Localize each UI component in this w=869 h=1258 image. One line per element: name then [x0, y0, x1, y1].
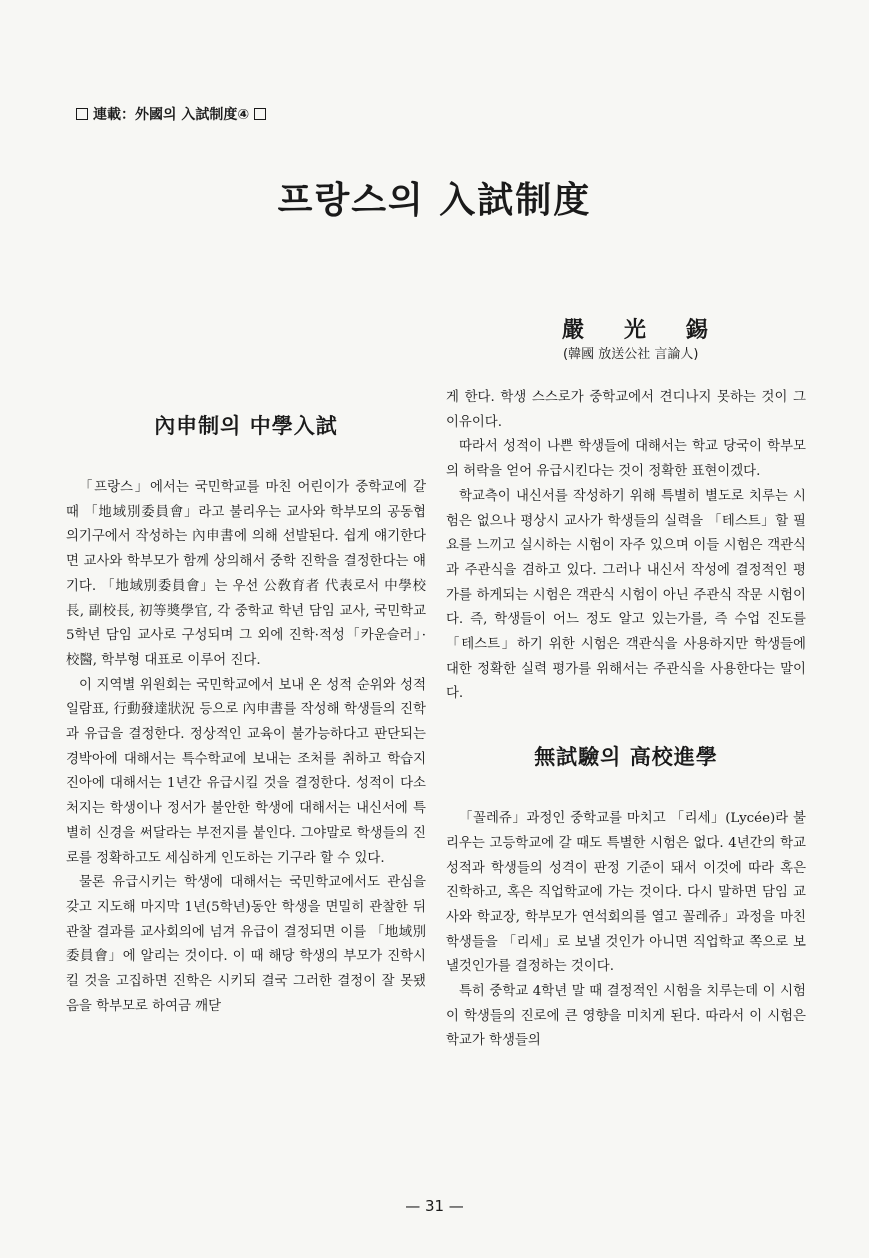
body-paragraph: 따라서 성적이 나쁜 학생들에 대해서는 학교 당국이 학부모의 허락을 얻어 유급시킨다는 것이 정확한 표현이겠다. — [446, 439, 806, 480]
article-title: 프랑스의 入試制度 — [277, 180, 592, 221]
body-paragraph: 게 한다. 학생 스스로가 중학교에서 견디나지 못하는 것이 그 이유이다. — [446, 390, 806, 430]
body-paragraph: 학교측이 내신서를 작성하기 위해 특별히 별도로 치루는 시험은 없으나 평상시 교사가 학생들의 실력을 「테스트」할 필요를 느끼고 실시하는 시험이 자주 있으며 이들 시험은 객관식과 주관식을 겸하고 있다. 그러나 내신서 작성에 결정적인 평가를 하게되는 시험은 객관식 시험이 아닌 주관식 작문 시험이다. 즉, 학생들이 어느 정도 알고 있는가를, 즉 수업 진도를 「테스트」하기 위한 시험은 객관식을 사용하지만 학생들에 대한 정확한 실력 평가를 위해서는 주관식을 사용한다는 말이다. — [446, 488, 806, 702]
body-paragraph: 「꼴레쥬」과정인 중학교를 마치고 「리세」(Lycée)라 불리우는 고등학교에 갈 때도 특별한 시험은 없다. 4년간의 학교성적과 학생들의 성격이 판정 기준이 돼서 이것에 따라 혹은 진학하고, 혹은 직업학교에 가는 것이다. 다시 말하면 담임 교사와 학교장, 학부모가 연석회의를 열고 꼴레쥬」과정을 마친 학생들을 「리세」로 보낼 것인가 아니면 직업학교 쪽으로 보낼것인가를 결정하는 것이다. — [446, 811, 806, 975]
body-paragraph: 물론 유급시키는 학생에 대해서는 국민학교에서도 관심을 갖고 지도해 마지막 1년(5학년)동안 학생을 면밀히 관찰한 뒤 관찰 결과를 교사회의에 넘겨 유급이 결정되면 이를 「地域別委員會」에 알리는 것이다. 이 때 해당 학생의 부모가 진학시킬 것을 고집하면 진학은 시키되 결국 그러한 결정이 잘 못됐음을 학부모로 하여금 깨닫 — [66, 875, 426, 1014]
body-paragraph: 이 지역별 위원회는 국민학교에서 보내 온 성적 순위와 성적 일람표, 行動發達狀況 등으로 內申書를 작성해 학생들의 진학과 유급을 결정한다. 정상적인 교육이 불가능하다고 판단되는 경박아에 대해서는 특수학교에 보내는 조처를 취하고 학습지진아에 대해서는 1년간 유급시킬 것을 결정한다. 성적이 다소 처지는 학생이나 정서가 불안한 학생에 대해서는 내신서에 특별히 신경을 써달라는 부전지를 붙인다. 그야말로 학생들의 진로를 정확하고도 세심하게 인도하는 기구라 할 수 있다. — [66, 677, 426, 866]
author-affiliation: (韓國 放送公社 言論人) — [563, 347, 699, 362]
author-name: 嚴光錫 — [562, 318, 749, 343]
section-heading: 無試驗의 高校進學 — [534, 745, 718, 770]
section-heading: 內申制의 中學入試 — [154, 414, 338, 438]
body-paragraph: 「프랑스」에서는 국민학교를 마친 어린이가 중학교에 갈 때 「地域別委員會」라고 불리우는 교사와 학부모의 공동협의기구에서 작성하는 內申書에 의해 선발된다. 쉽게 얘기한다면 교사와 학부모가 함께 상의해서 중학 진학을 결정한다는 얘기다. 「地域別委員會」는 우선 公敎育者 代表로서 中學校長, 副校長, 初等奬學官, 각 중학교 학년 담임 교사, 국민학교 5학년 담임 교사로 구성되며 그 외에 진학·적성「카운슬러」·校醫, 학부형 대표로 이루어 진다. — [66, 480, 426, 668]
square-bullet-icon — [254, 108, 266, 120]
series-label — [76, 104, 376, 124]
left-column — [66, 410, 426, 1019]
page-number: — 31 — — [405, 1197, 464, 1215]
right-column — [446, 386, 806, 1054]
square-bullet-icon — [76, 108, 88, 120]
body-paragraph: 특히 중학교 4학년 말 때 결정적인 시험을 치루는데 이 시험이 학생들의 진로에 큰 영향을 미치게 된다. 따라서 이 시험은 학교가 학생들의 — [446, 984, 806, 1049]
series-label-text: 連載：外國의 入試制度④ — [93, 107, 250, 123]
